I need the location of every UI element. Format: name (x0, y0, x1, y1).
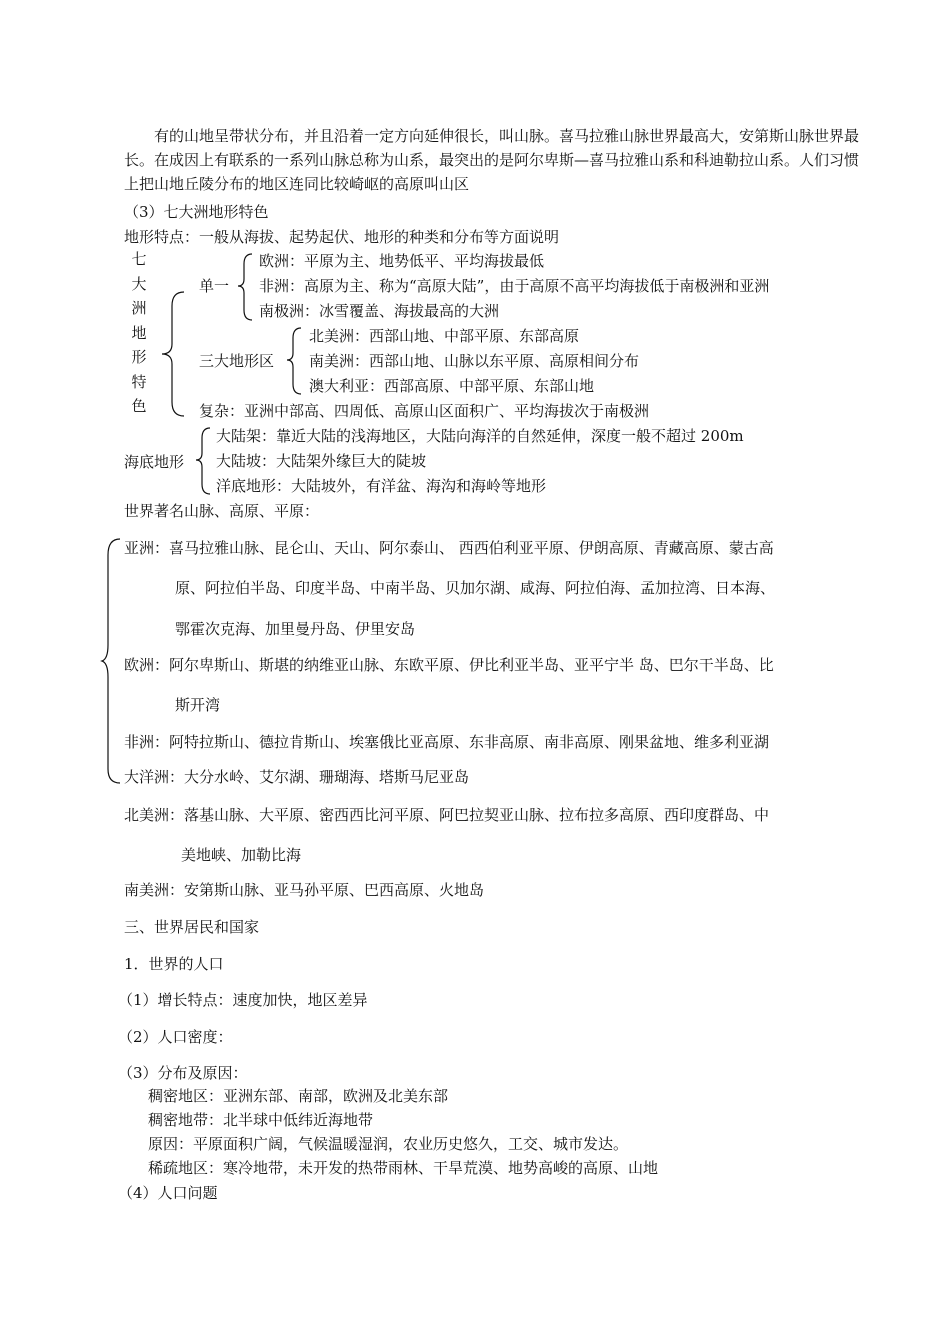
seven-continents-vertical-label: 七大洲地形特色 (131, 250, 147, 415)
seabed-brace (194, 426, 214, 496)
three-item-australia: 澳大利亚：西部高原、中部平原、东部山地 (309, 377, 595, 395)
three-terrain-label: 三大地形区 (199, 352, 275, 370)
africa-line: 非洲：阿特拉斯山、德拉肯斯山、埃塞俄比亚高原、东非高原、南非高原、刚果盆地、维多利亚湖 (124, 733, 770, 751)
intro-paragraph: 有的山地呈带状分布，并且沿着一定方向延伸很长，叫山脉。喜马拉雅山脉世界最高大，安第斯山脉世界最长。在成因上有联系的一系列山脉总称为山系，最突出的是阿尔卑斯—喜马拉雅山系和科迪勒拉山系。人们习惯上把山地丘陵分布的地区连同比较崎岖的高原叫山区 (124, 127, 860, 193)
density-line: （2）人口密度： (118, 1028, 233, 1046)
famous-heading: 世界著名山脉、高原、平原： (124, 502, 320, 520)
single-brace (236, 252, 256, 322)
three-terrain-brace (285, 326, 305, 396)
single-label: 单一 (199, 277, 230, 295)
old-world-brace (100, 537, 126, 787)
seven-continents-brace (160, 290, 190, 420)
terrain-features-line: 地形特点：一般从海拔、起势起伏、地形的种类和分布等方面说明 (124, 228, 560, 246)
seabed-item-ocean-floor: 洋底地形：大陆坡外，有洋盆、海沟和海岭等地形 (216, 477, 547, 495)
single-item-antarctica: 南极洲：冰雪覆盖、海拔最高的大洲 (259, 302, 500, 320)
reasons-line: 原因：平原面积广阔，气候温暖湿润，农业历史悠久，工交、城市发达。 (148, 1135, 629, 1153)
south-america-line: 南美洲：安第斯山脉、亚马孙平原、巴西高原、火地岛 (124, 881, 485, 899)
part3-heading: 三、世界居民和国家 (124, 918, 260, 936)
distribution-heading: （3）分布及原因： (118, 1064, 248, 1082)
asia-line-1: 亚洲：喜马拉雅山脉、昆仑山、天山、阿尔泰山、 西西伯利亚平原、伊朗高原、青藏高原、蒙古高 (124, 539, 774, 557)
growth-line: （1）增长特点：速度加快，地区差异 (118, 991, 368, 1009)
dense-regions-line: 稠密地区：亚洲东部、南部，欧洲及北美东部 (148, 1087, 449, 1105)
europe-line-2: 斯开湾 (175, 696, 221, 714)
north-america-line-2: 美地峡、加勒比海 (181, 846, 302, 864)
seabed-label: 海底地形 (124, 453, 185, 471)
section3-heading: （3）七大洲地形特色 (124, 203, 269, 221)
seabed-item-shelf: 大陆架：靠近大陆的浅海地区，大陆向海洋的自然延伸，深度一般不超过 200m (216, 427, 744, 445)
oceania-line: 大洋洲：大分水岭、艾尔湖、珊瑚海、塔斯马尼亚岛 (124, 768, 470, 786)
sparse-regions-line: 稀疏地区：寒冷地带，未开发的热带雨林、干旱荒漠、地势高峻的高原、山地 (148, 1159, 659, 1177)
single-item-africa: 非洲：高原为主、称为“高原大陆”，由于高原不高平均海拔低于南极洲和亚洲 (259, 277, 770, 295)
asia-line-2: 原、阿拉伯半岛、印度半岛、中南半岛、贝加尔湖、咸海、阿拉伯海、孟加拉湾、日本海、 (175, 579, 776, 597)
seabed-item-slope: 大陆坡：大陆架外缘巨大的陡坡 (216, 452, 427, 470)
population-problems-line: （4）人口问题 (118, 1184, 218, 1202)
complex-line: 复杂：亚洲中部高、四周低、高原山区面积广、平均海拔次于南极洲 (199, 402, 650, 420)
three-item-south-america: 南美洲：西部山地、山脉以东平原、高原相间分布 (309, 352, 640, 370)
north-america-line-1: 北美洲：落基山脉、大平原、密西西比河平原、阿巴拉契亚山脉、拉布拉多高原、西印度群岛、中 (124, 806, 770, 824)
population-heading: 1．世界的人口 (124, 955, 224, 973)
three-item-north-america: 北美洲：西部山地、中部平原、东部高原 (309, 327, 580, 345)
europe-line-1: 欧洲：阿尔卑斯山、斯堪的纳维亚山脉、东欧平原、伊比利亚半岛、亚平宁半 岛、巴尔干半岛、比 (124, 656, 774, 674)
dense-belt-line: 稠密地带：北半球中低纬近海地带 (148, 1111, 374, 1129)
single-item-europe: 欧洲：平原为主、地势低平、平均海拔最低 (259, 252, 545, 270)
asia-line-3: 鄂霍次克海、加里曼丹岛、伊里安岛 (175, 620, 416, 638)
